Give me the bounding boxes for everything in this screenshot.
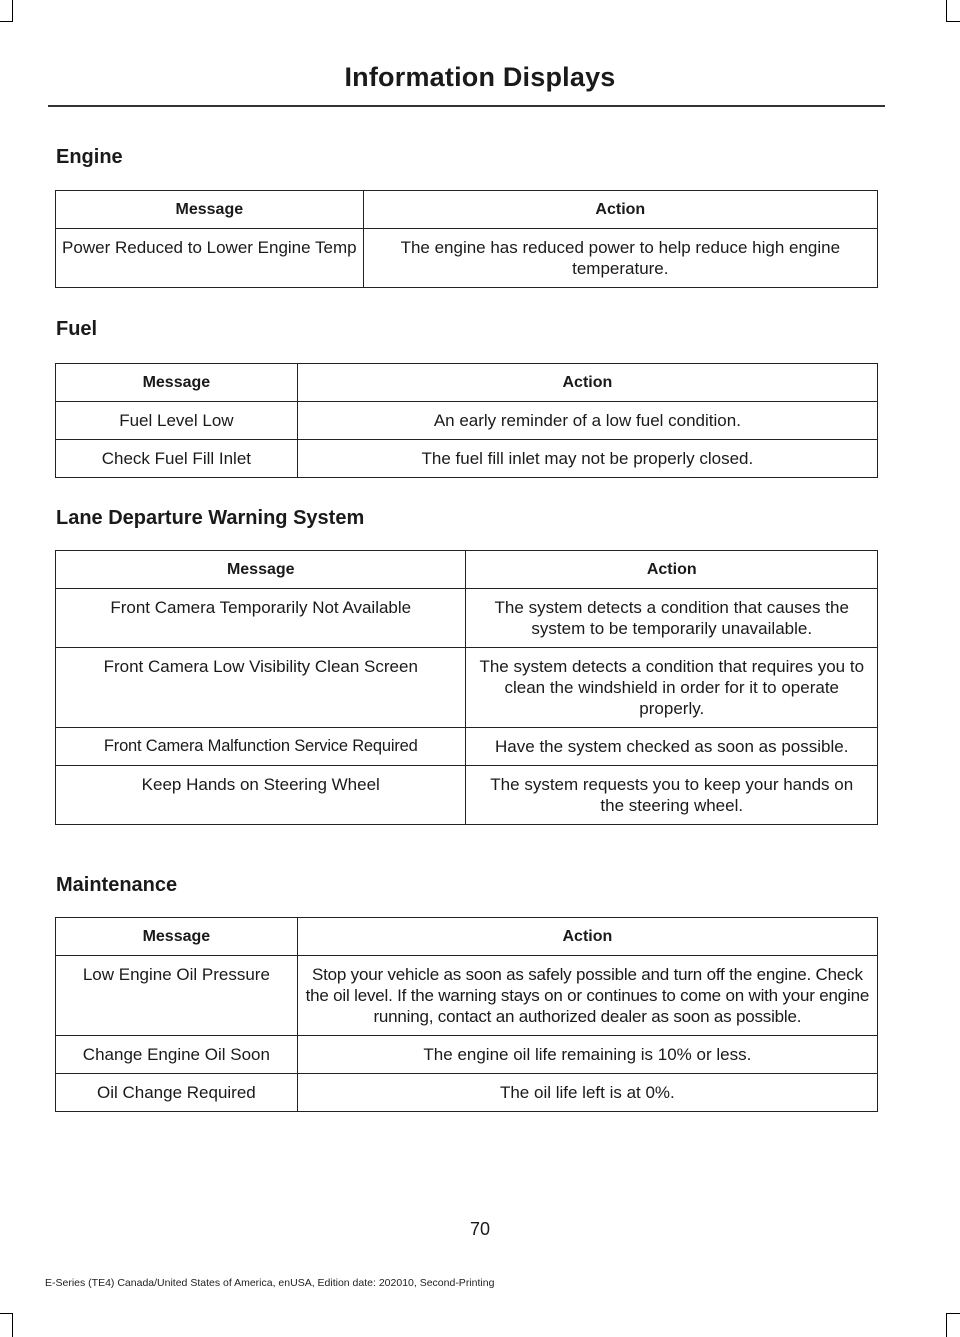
table-header-row: [56, 551, 878, 589]
crop-mark: [12, 1313, 13, 1337]
table-row: [56, 1074, 878, 1112]
column-header-message: Message: [56, 191, 364, 229]
action-cell: The system detects a condition that requires you to clean the windshield in order for it to operate properly.: [466, 648, 878, 728]
table-row: [56, 728, 878, 766]
message-cell: Keep Hands on Steering Wheel: [56, 766, 466, 825]
message-cell: Fuel Level Low: [56, 402, 298, 440]
message-cell: Low Engine Oil Pressure: [56, 956, 298, 1036]
action-cell: The system requests you to keep your hands on the steering wheel.: [466, 766, 878, 825]
action-cell: Have the system checked as soon as possible.: [466, 728, 878, 766]
crop-mark: [946, 1313, 947, 1337]
crop-mark: [946, 0, 947, 22]
crop-mark: [12, 0, 13, 22]
message-cell: Front Camera Low Visibility Clean Screen: [56, 648, 466, 728]
action-cell: An early reminder of a low fuel condition.: [297, 402, 877, 440]
action-cell: The oil life left is at 0%.: [297, 1074, 877, 1112]
table-header-row: [56, 918, 878, 956]
table-row: [56, 402, 878, 440]
action-cell: The engine oil life remaining is 10% or less.: [297, 1036, 877, 1074]
column-header-message: Message: [56, 918, 298, 956]
action-cell: The engine has reduced power to help reduce high engine temperature.: [363, 229, 877, 288]
table-row: [56, 766, 878, 825]
maintenance-message-table: [55, 917, 878, 1112]
column-header-action: Action: [297, 918, 877, 956]
lane-departure-message-table: [55, 550, 878, 825]
table-row: [56, 648, 878, 728]
section-heading-engine: Engine: [56, 146, 123, 168]
message-cell: Power Reduced to Lower Engine Temp: [56, 229, 364, 288]
action-cell: The system detects a condition that causes the system to be temporarily unavailable.: [466, 589, 878, 648]
crop-mark: [0, 1313, 13, 1314]
table-header-row: [56, 364, 878, 402]
crop-mark: [946, 1313, 960, 1314]
header-divider: [48, 105, 885, 107]
table-row: [56, 229, 878, 288]
action-cell: The fuel fill inlet may not be properly closed.: [297, 440, 877, 478]
engine-message-table: [55, 190, 878, 288]
message-cell: Check Fuel Fill Inlet: [56, 440, 298, 478]
column-header-action: Action: [466, 551, 878, 589]
crop-mark: [946, 21, 960, 22]
action-cell: Stop your vehicle as soon as safely possible and turn off the engine. Check the oil level. If the warning stays on or continues to come on with your engine running, contact an authorized dealer as soon as possible.: [297, 956, 877, 1036]
table-row: [56, 440, 878, 478]
table-row: [56, 956, 878, 1036]
page-number: 70: [469, 1219, 491, 1239]
column-header-action: Action: [363, 191, 877, 229]
fuel-message-table: [55, 363, 878, 478]
table-row: [56, 589, 878, 648]
edition-footer: E-Series (TE4) Canada/United States of America, enUSA, Edition date: 202010, Second-Printing: [45, 1277, 495, 1289]
section-heading-fuel: Fuel: [56, 318, 98, 340]
section-heading-maintenance: Maintenance: [56, 874, 178, 896]
crop-mark: [0, 21, 13, 22]
page-title: Information Displays: [344, 62, 616, 92]
message-cell: Change Engine Oil Soon: [56, 1036, 298, 1074]
section-heading-lane-departure: Lane Departure Warning System: [56, 507, 365, 529]
table-row: [56, 1036, 878, 1074]
table-header-row: [56, 191, 878, 229]
column-header-message: Message: [56, 551, 466, 589]
message-cell: Front Camera Malfunction Service Required: [56, 728, 466, 766]
message-cell: Oil Change Required: [56, 1074, 298, 1112]
message-cell: Front Camera Temporarily Not Available: [56, 589, 466, 648]
column-header-action: Action: [297, 364, 877, 402]
column-header-message: Message: [56, 364, 298, 402]
